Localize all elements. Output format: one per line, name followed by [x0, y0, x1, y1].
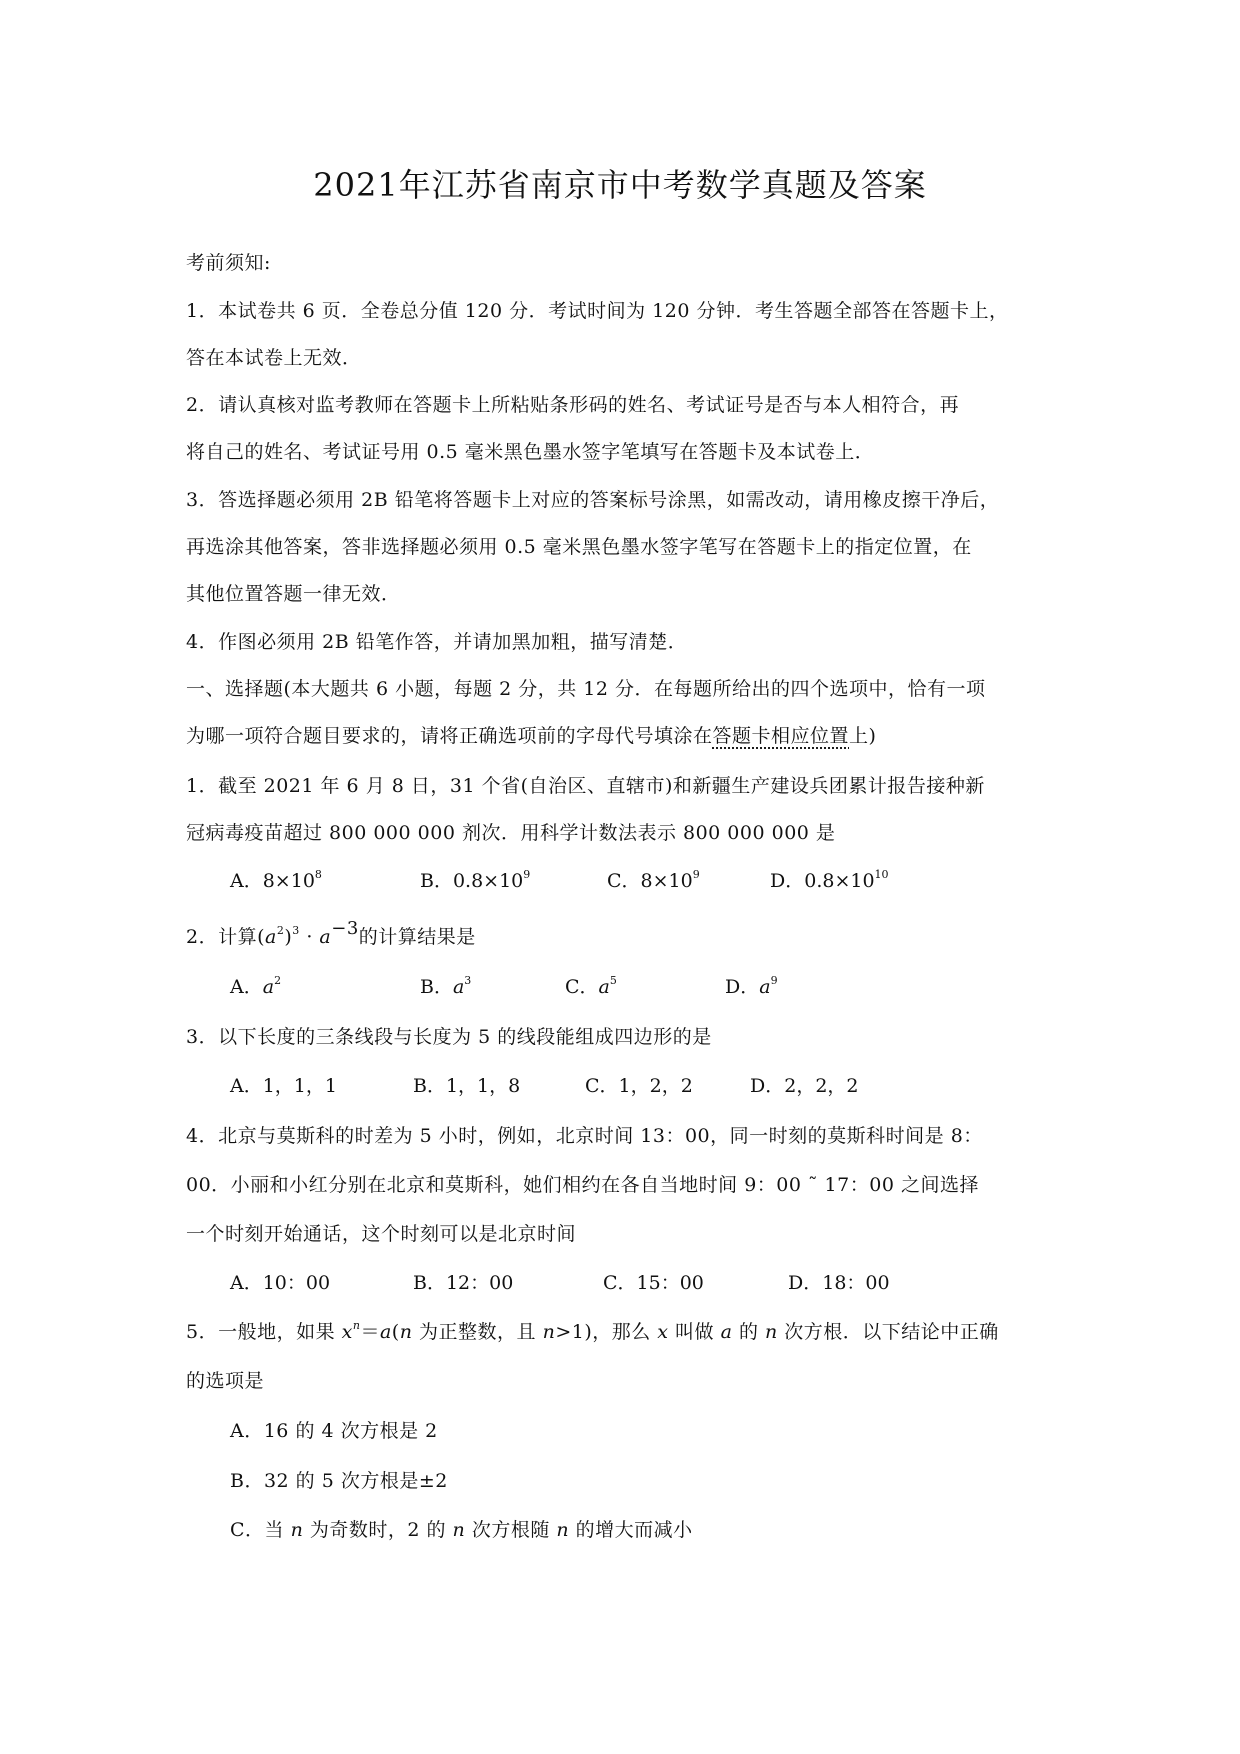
- question-1-text: 冠病毒疫苗超过 800 000 000 剂次．用科学计数法表示 800 000 000 是: [186, 822, 836, 844]
- section-header: 一、选择题(本大题共 6 小题，每题 2 分，共 12 分．在每题所给出的四个选项中，恰有一项: [186, 678, 986, 700]
- section-text: 为哪一项符合题目要求的，请将正确选项前的字母代号填涂在: [186, 725, 713, 747]
- question-4-text: 00．小丽和小红分别在北京和莫斯科，她们相约在各自当地时间 9：00 ˜ 17：00 之间选择: [186, 1174, 979, 1196]
- option-b: B．32 的 5 次方根是±2: [230, 1470, 448, 1492]
- page-title: 2021年江苏省南京市中考数学真题及答案: [313, 166, 927, 204]
- option-a: A．1，1，1: [230, 1075, 337, 1097]
- question-3-text: 3．以下长度的三条线段与长度为 5 的线段能组成四边形的是: [186, 1026, 712, 1048]
- section-text: 上): [849, 725, 877, 747]
- option-d: D．$a^9$: [725, 974, 778, 998]
- notice-line: 2．请认真核对监考教师在答题卡上所粘贴条形码的姓名、考试证号是否与本人相符合，再: [186, 394, 960, 416]
- option-a: A．16 的 4 次方根是 2: [230, 1420, 438, 1442]
- option-c: C．当 n 为奇数时，2 的 n 次方根随 n 的增大而减小: [230, 1519, 693, 1541]
- notice-heading: 考前须知:: [186, 252, 271, 274]
- option-b: B．1，1，8: [413, 1075, 521, 1097]
- notice-line: 1．本试卷共 6 页．全卷总分值 120 分．考试时间为 120 分钟．考生答题全部答在答题卡上，: [186, 300, 1009, 322]
- option-a: A．$a^2$: [230, 974, 282, 998]
- option-d: D．2，2，2: [750, 1075, 859, 1097]
- option-c: C．$a^5$: [565, 974, 617, 998]
- option-a: A．10：00: [230, 1272, 331, 1294]
- notice-line: 其他位置答题一律无效．: [186, 583, 401, 605]
- option-b: B．$a^3$: [420, 974, 472, 998]
- question-4-text: 一个时刻开始通话，这个时刻可以是北京时间: [186, 1223, 577, 1245]
- notice-line: 再选涂其他答案，答非选择题必须用 0.5 毫米黑色墨水签字笔写在答题卡上的指定位置，在: [186, 536, 972, 558]
- notice-line: 答在本试卷上无效．: [186, 347, 362, 369]
- option-c: C．1，2，2: [585, 1075, 693, 1097]
- emphasis-dotted: 答题卡相应位置: [712, 725, 850, 747]
- notice-line: 3．答选择题必须用 2B 铅笔将答题卡上对应的答案标号涂黑，如需改动，请用橡皮擦干净后，: [186, 489, 1000, 511]
- notice-line: 4．作图必须用 2B 铅笔作答，并请加黑加粗，描写清楚．: [186, 631, 688, 653]
- notice-line: 将自己的姓名、考试证号用 0.5 毫米黑色墨水签字笔填写在答题卡及本试卷上．: [186, 441, 875, 463]
- option-b: B．12：00: [413, 1272, 514, 1294]
- option-a: A．$8\times 10^8$: [230, 868, 322, 892]
- section-header-line2: [186, 721, 876, 748]
- question-4-text: 4．北京与莫斯科的时差为 5 小时，例如，北京时间 13：00，同一时刻的莫斯科时间是 8：: [186, 1125, 983, 1147]
- question-1-text: 1．截至 2021 年 6 月 8 日，31 个省(自治区、直辖市)和新疆生产建设兵团累计报告接种新: [186, 775, 985, 797]
- question-2-text: 2．计算$(a^2)^3 \cdot a-3$的计算结果是: [186, 918, 476, 948]
- option-c: C．$8\times 10^9$: [607, 868, 700, 892]
- option-d: D．$0.8\times 10^{10}$: [770, 868, 889, 892]
- question-5-text: 的选项是: [186, 1370, 265, 1392]
- option-b: B．$0.8\times 10^9$: [420, 868, 531, 892]
- option-d: D．18：00: [788, 1272, 890, 1294]
- question-5-text: 5．一般地，如果 $x^n=a(n$ 为正整数，且 n>1)，那么 x 叫做 a 的 n 次方根．以下结论中正确: [186, 1319, 999, 1343]
- option-c: C．15：00: [603, 1272, 704, 1294]
